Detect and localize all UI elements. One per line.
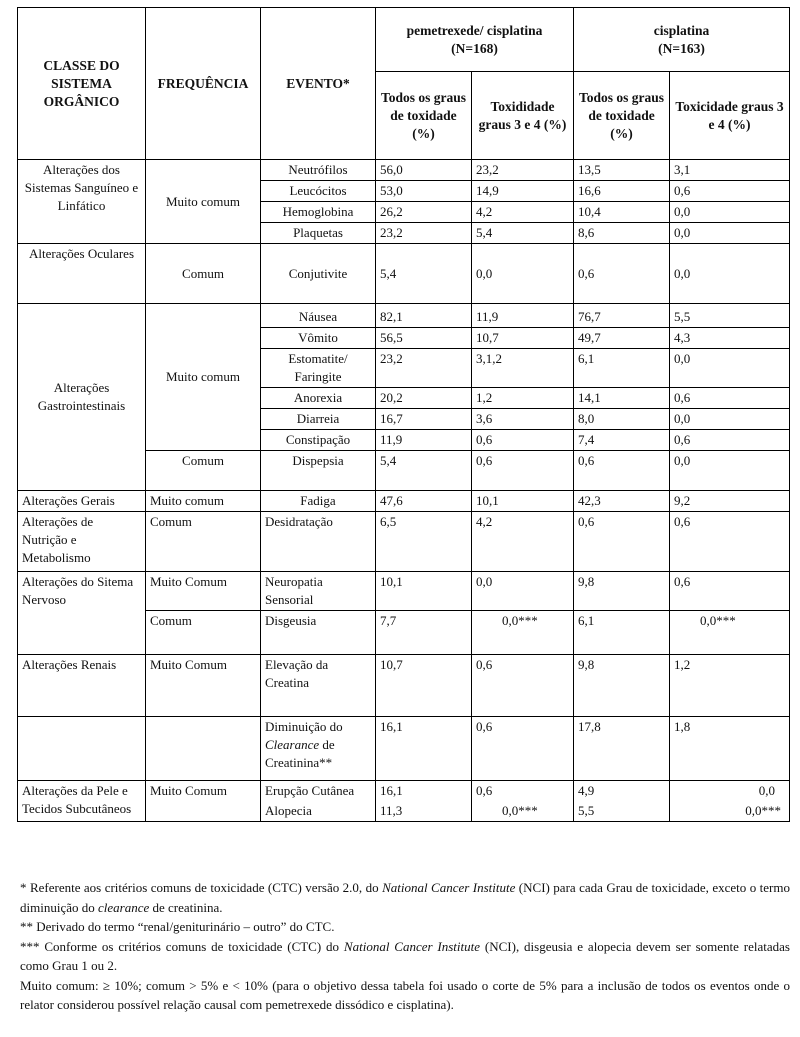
- event-cell: Estomatite/ Faringite: [261, 349, 376, 388]
- freq-gi-2: Comum: [146, 451, 261, 491]
- event-cell: Vômito: [261, 328, 376, 349]
- freq-renal: Muito Comum: [146, 655, 261, 717]
- event-cell: Alopecia: [261, 801, 376, 822]
- value-cell: 0,0***: [670, 611, 790, 655]
- header-row-1: [18, 8, 790, 72]
- value-cell: 11,9: [472, 304, 574, 328]
- header-all-grades-1: Todos os graus de toxidade (%): [376, 72, 472, 160]
- group2-label: cisplatina: [653, 22, 710, 38]
- value-cell: 16,7: [376, 409, 472, 430]
- value-cell: 0,6: [472, 451, 574, 491]
- value-cell: 0,6: [670, 572, 790, 611]
- footnote-text: (NCI), disgeusia e alopecia devem ser somente relatadas como Grau 1 ou 2.: [20, 938, 790, 973]
- value-cell: 11,9: [376, 430, 472, 451]
- value-cell: 23,2: [376, 223, 472, 244]
- value-cell: 6,5: [376, 512, 472, 572]
- footnote-text: *** Conforme os critérios comuns de toxicidade (CTC) do: [20, 938, 344, 954]
- value-cell: 0,0: [670, 451, 790, 491]
- value-cell: 0,6: [670, 181, 790, 202]
- header-system: CLASSE DO SISTEMA ORGÂNICO: [18, 8, 146, 160]
- table-row: [18, 491, 790, 512]
- value-cell: 16,1: [376, 781, 472, 802]
- value-cell: 0,6: [472, 781, 574, 802]
- value-cell: 17,8: [574, 717, 670, 781]
- toxicity-table: [17, 7, 790, 822]
- footnote-italic: clearance: [98, 899, 150, 915]
- value-cell: 4,9: [574, 781, 670, 802]
- value-cell: 23,2: [376, 349, 472, 388]
- value-cell: 0,6: [472, 655, 574, 717]
- system-blood: Alterações dos Sistemas Sanguíneo e Linfático: [18, 160, 146, 244]
- value-cell: 82,1: [376, 304, 472, 328]
- freq-blood: Muito comum: [146, 160, 261, 244]
- event-text: de Creatinina**: [265, 737, 335, 770]
- value-cell: 7,7: [376, 611, 472, 655]
- freq-eye: Comum: [146, 244, 261, 304]
- value-cell: 14,1: [574, 388, 670, 409]
- value-cell: 8,0: [574, 409, 670, 430]
- system-general: Alterações Gerais: [18, 491, 146, 512]
- value-cell: 8,6: [574, 223, 670, 244]
- value-cell: 53,0: [376, 181, 472, 202]
- value-cell: 0,0: [472, 244, 574, 304]
- value-cell: 0,0: [670, 223, 790, 244]
- freq-nervous: Muito Comum: [146, 572, 261, 611]
- value-cell: 1,2: [472, 388, 574, 409]
- value-cell: 1,8: [670, 717, 790, 781]
- freq-gi: Muito comum: [146, 304, 261, 451]
- value-cell: 20,2: [376, 388, 472, 409]
- footnote-text: (NCI) para cada Grau de toxicidade, exceto o termo diminuição do: [20, 880, 790, 915]
- value-cell: 14,9: [472, 181, 574, 202]
- freq-general: Muito comum: [146, 491, 261, 512]
- value-cell: 10,7: [472, 328, 574, 349]
- value-cell: 76,7: [574, 304, 670, 328]
- value-cell: 0,6: [670, 388, 790, 409]
- value-cell: 56,0: [376, 160, 472, 181]
- value-cell: 0,6: [574, 451, 670, 491]
- footnote-3: [20, 937, 790, 976]
- group1-n: (N=168): [451, 40, 498, 56]
- value-cell: 3,1: [670, 160, 790, 181]
- value-cell: 0,0***: [472, 801, 574, 822]
- value-cell: 0,0: [670, 349, 790, 388]
- event-cell: Erupção Cutânea: [261, 781, 376, 802]
- header-event: EVENTO*: [261, 8, 376, 160]
- freq-skin: Muito Comum: [146, 781, 261, 822]
- value-cell: 0,6: [670, 512, 790, 572]
- value-cell: 9,8: [574, 655, 670, 717]
- value-cell: 0,6: [472, 717, 574, 781]
- footnote-text: de creatinina.: [149, 899, 223, 915]
- value-cell: 11,3: [376, 801, 472, 822]
- freq-nervous-2: Comum: [146, 611, 261, 655]
- table-row: [18, 304, 790, 328]
- value-cell: 56,5: [376, 328, 472, 349]
- event-cell: Náusea: [261, 304, 376, 328]
- value-cell: 49,7: [574, 328, 670, 349]
- value-cell: 3,6: [472, 409, 574, 430]
- event-text-italic: Clearance: [265, 737, 320, 752]
- value-cell: 6,1: [574, 349, 670, 388]
- value-cell: 4,3: [670, 328, 790, 349]
- value-cell: 0,0: [670, 781, 790, 802]
- value-cell: 3,1,2: [472, 349, 574, 388]
- value-cell: 0,0: [670, 244, 790, 304]
- value-cell: 7,4: [574, 430, 670, 451]
- value-cell: 0,6: [670, 430, 790, 451]
- value-cell: 5,4: [472, 223, 574, 244]
- event-cell: Diarreia: [261, 409, 376, 430]
- freq-renal-empty: [146, 717, 261, 781]
- system-nervous: Alterações do Sitema Nervoso: [18, 572, 146, 655]
- table-row: [18, 655, 790, 717]
- event-cell: Constipação: [261, 430, 376, 451]
- value-cell: 10,7: [376, 655, 472, 717]
- value-cell: 23,2: [472, 160, 574, 181]
- value-cell: 47,6: [376, 491, 472, 512]
- header-group-cisplatina: [574, 8, 790, 72]
- footnote-text: * Referente aos critérios comuns de toxicidade (CTC) versão 2.0, do: [20, 880, 383, 895]
- footnote-italic: National Cancer Institute: [343, 938, 481, 954]
- value-cell: 16,6: [574, 181, 670, 202]
- footnote-1: [20, 878, 790, 917]
- event-cell: Anorexia: [261, 388, 376, 409]
- group2-n: (N=163): [658, 40, 705, 56]
- event-cell: Desidratação: [261, 512, 376, 572]
- event-cell: Plaquetas: [261, 223, 376, 244]
- value-cell: 0,0: [670, 202, 790, 223]
- system-eye: Alterações Oculares: [18, 244, 146, 304]
- table-row: [18, 244, 790, 304]
- event-cell: Leucócitos: [261, 181, 376, 202]
- value-cell: 10,1: [376, 572, 472, 611]
- system-skin: Alterações da Pele e Tecidos Subcutâneos: [18, 781, 146, 822]
- event-cell: Fadiga: [261, 491, 376, 512]
- value-cell: 9,8: [574, 572, 670, 611]
- footnotes: [20, 878, 790, 1015]
- value-cell: 0,0: [670, 409, 790, 430]
- value-cell: 4,2: [472, 202, 574, 223]
- header-frequency: FREQUÊNCIA: [146, 8, 261, 160]
- event-cell: Neutrófilos: [261, 160, 376, 181]
- value-cell: 0,0***: [670, 801, 790, 822]
- event-cell: Dispepsia: [261, 451, 376, 491]
- event-cell: Elevação da Creatina: [261, 655, 376, 717]
- table-row: [18, 160, 790, 181]
- system-renal: Alterações Renais: [18, 655, 146, 717]
- value-cell: 1,2: [670, 655, 790, 717]
- value-cell: 0,6: [574, 512, 670, 572]
- system-nutrition: Alterações de Nutrição e Metabolismo: [18, 512, 146, 572]
- value-cell: 42,3: [574, 491, 670, 512]
- footnote-2: ** Derivado do termo “renal/geniturinário – outro” do CTC.: [20, 919, 335, 934]
- system-renal-empty: [18, 717, 146, 781]
- header-group-pemetrexede: [376, 8, 574, 72]
- table-row: [18, 717, 790, 781]
- header-grade34-1: Toxididade graus 3 e 4 (%): [472, 72, 574, 160]
- event-cell: Hemoglobina: [261, 202, 376, 223]
- value-cell: 10,4: [574, 202, 670, 223]
- table-row: [18, 512, 790, 572]
- value-cell: 0,0***: [472, 611, 574, 655]
- event-cell: Disgeusia: [261, 611, 376, 655]
- value-cell: 16,1: [376, 717, 472, 781]
- value-cell: 6,1: [574, 611, 670, 655]
- value-cell: 4,2: [472, 512, 574, 572]
- value-cell: 5,5: [670, 304, 790, 328]
- value-cell: 0,0: [472, 572, 574, 611]
- value-cell: 10,1: [472, 491, 574, 512]
- event-text: Diminuição do: [265, 719, 343, 734]
- header-all-grades-2: Todos os graus de toxidade (%): [574, 72, 670, 160]
- value-cell: 5,4: [376, 244, 472, 304]
- event-cell: Conjutivite: [261, 244, 376, 304]
- value-cell: 5,4: [376, 451, 472, 491]
- table-row: [18, 572, 790, 611]
- system-gi: Alterações Gastrointestinais: [18, 304, 146, 491]
- value-cell: 5,5: [574, 801, 670, 822]
- value-cell: 13,5: [574, 160, 670, 181]
- value-cell: 0,6: [574, 244, 670, 304]
- group1-label: pemetrexede/ cisplatina: [406, 22, 543, 38]
- header-grade34-2: Toxicidade graus 3 e 4 (%): [670, 72, 790, 160]
- footnote-italic: National Cancer Institute: [382, 880, 516, 895]
- event-cell: Neuropatia Sensorial: [261, 572, 376, 611]
- value-cell: 0,6: [472, 430, 574, 451]
- value-cell: 9,2: [670, 491, 790, 512]
- footnote-4: Muito comum: ≥ 10%; comum > 5% e < 10% (para o objetivo dessa tabela foi usado o corte de 5% para a inclusão de todos os eventos onde o relator considerou possível relação causal com pemetrexede dissódico e cisplatina).: [20, 977, 790, 1012]
- freq-nutrition: Comum: [146, 512, 261, 572]
- value-cell: 26,2: [376, 202, 472, 223]
- event-cell: [261, 717, 376, 781]
- table-row: [18, 781, 790, 802]
